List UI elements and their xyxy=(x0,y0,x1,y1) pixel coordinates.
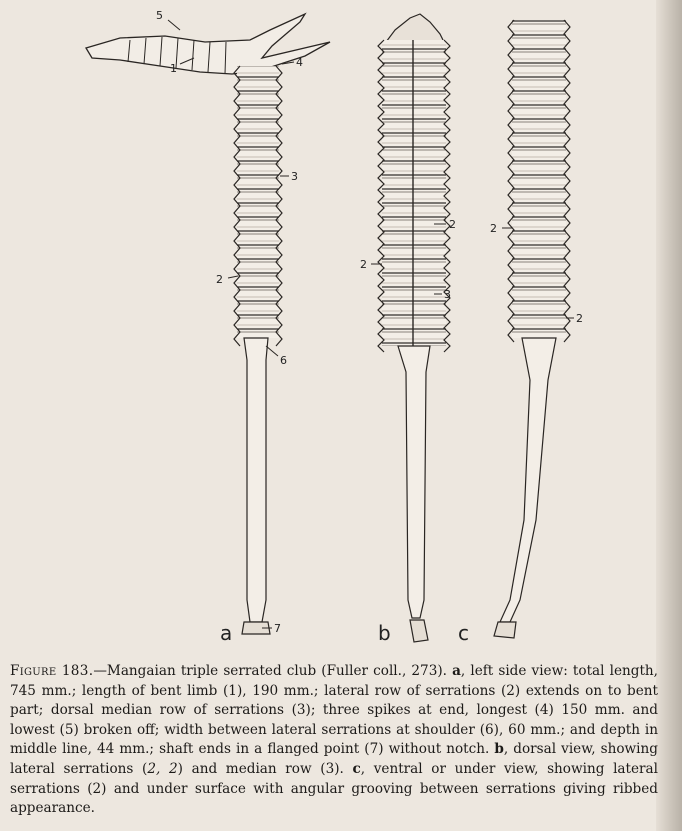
club-view-a xyxy=(86,14,330,634)
callout-b-2-left: 2 xyxy=(360,258,367,271)
club-view-c xyxy=(494,20,570,638)
figure-number: Figure 183. xyxy=(10,663,94,679)
caption-b-italic-ref: 2, 2 xyxy=(147,760,178,777)
serrated-section-c xyxy=(512,20,566,338)
callout-a-7: 7 xyxy=(274,622,281,635)
caption-a-text: , left side view: total length, 745 mm.; length of bent limb (1), 190 mm.; lateral row of serrations (2) extends on to bent part; dorsal median row of serrations (3); three spikes at end, longest (4) 150 mm. and lowest (5) broken off; width between lateral serrations at shoulder (6), 60 mm.; and depth in middle line, 44 mm.; shaft ends in a flanged point (7) without notch. xyxy=(10,663,658,758)
figure-caption xyxy=(10,662,658,819)
caption-ref-c: c xyxy=(352,760,361,777)
callout-a-5: 5 xyxy=(156,9,163,22)
callout-a-2: 2 xyxy=(216,273,223,286)
callout-a-1: 1 xyxy=(170,62,177,75)
caption-intro: —Mangaian triple serrated club (Fuller coll., 273). xyxy=(93,663,453,679)
callout-b-2-right: 2 xyxy=(449,218,456,231)
callout-a-3: 3 xyxy=(291,170,298,183)
callout-c-2-left: 2 xyxy=(490,222,497,235)
caption-c-text: , ventral or under view, showing lateral serrations (2) and under surface with angular grooving between serrations giving ribbed appearance. xyxy=(10,760,658,817)
plain-shaft-c xyxy=(500,338,556,622)
callout-c-2-right: 2 xyxy=(576,312,583,325)
callout-a-4: 4 xyxy=(296,56,303,69)
plain-shaft-a xyxy=(244,338,268,622)
caption-ref-a: a xyxy=(452,663,461,679)
view-label-c: c xyxy=(458,621,469,645)
flanged-point-c xyxy=(494,622,516,638)
caption-b-text: , dorsal view, showing lateral serrations ( xyxy=(10,741,658,777)
club-view-b xyxy=(378,14,450,642)
serrated-section-b xyxy=(382,40,446,346)
caption-b-text-end: ) and median row (3). xyxy=(177,760,353,777)
view-label-a: a xyxy=(220,621,233,645)
flanged-point-b xyxy=(410,620,428,642)
view-label-b: b xyxy=(378,621,391,645)
callout-a-6: 6 xyxy=(280,354,287,367)
plain-shaft-b xyxy=(398,346,430,618)
serrated-section-a xyxy=(237,66,279,338)
caption-ref-b: b xyxy=(494,741,504,758)
callout-b-3: 3 xyxy=(444,288,451,301)
